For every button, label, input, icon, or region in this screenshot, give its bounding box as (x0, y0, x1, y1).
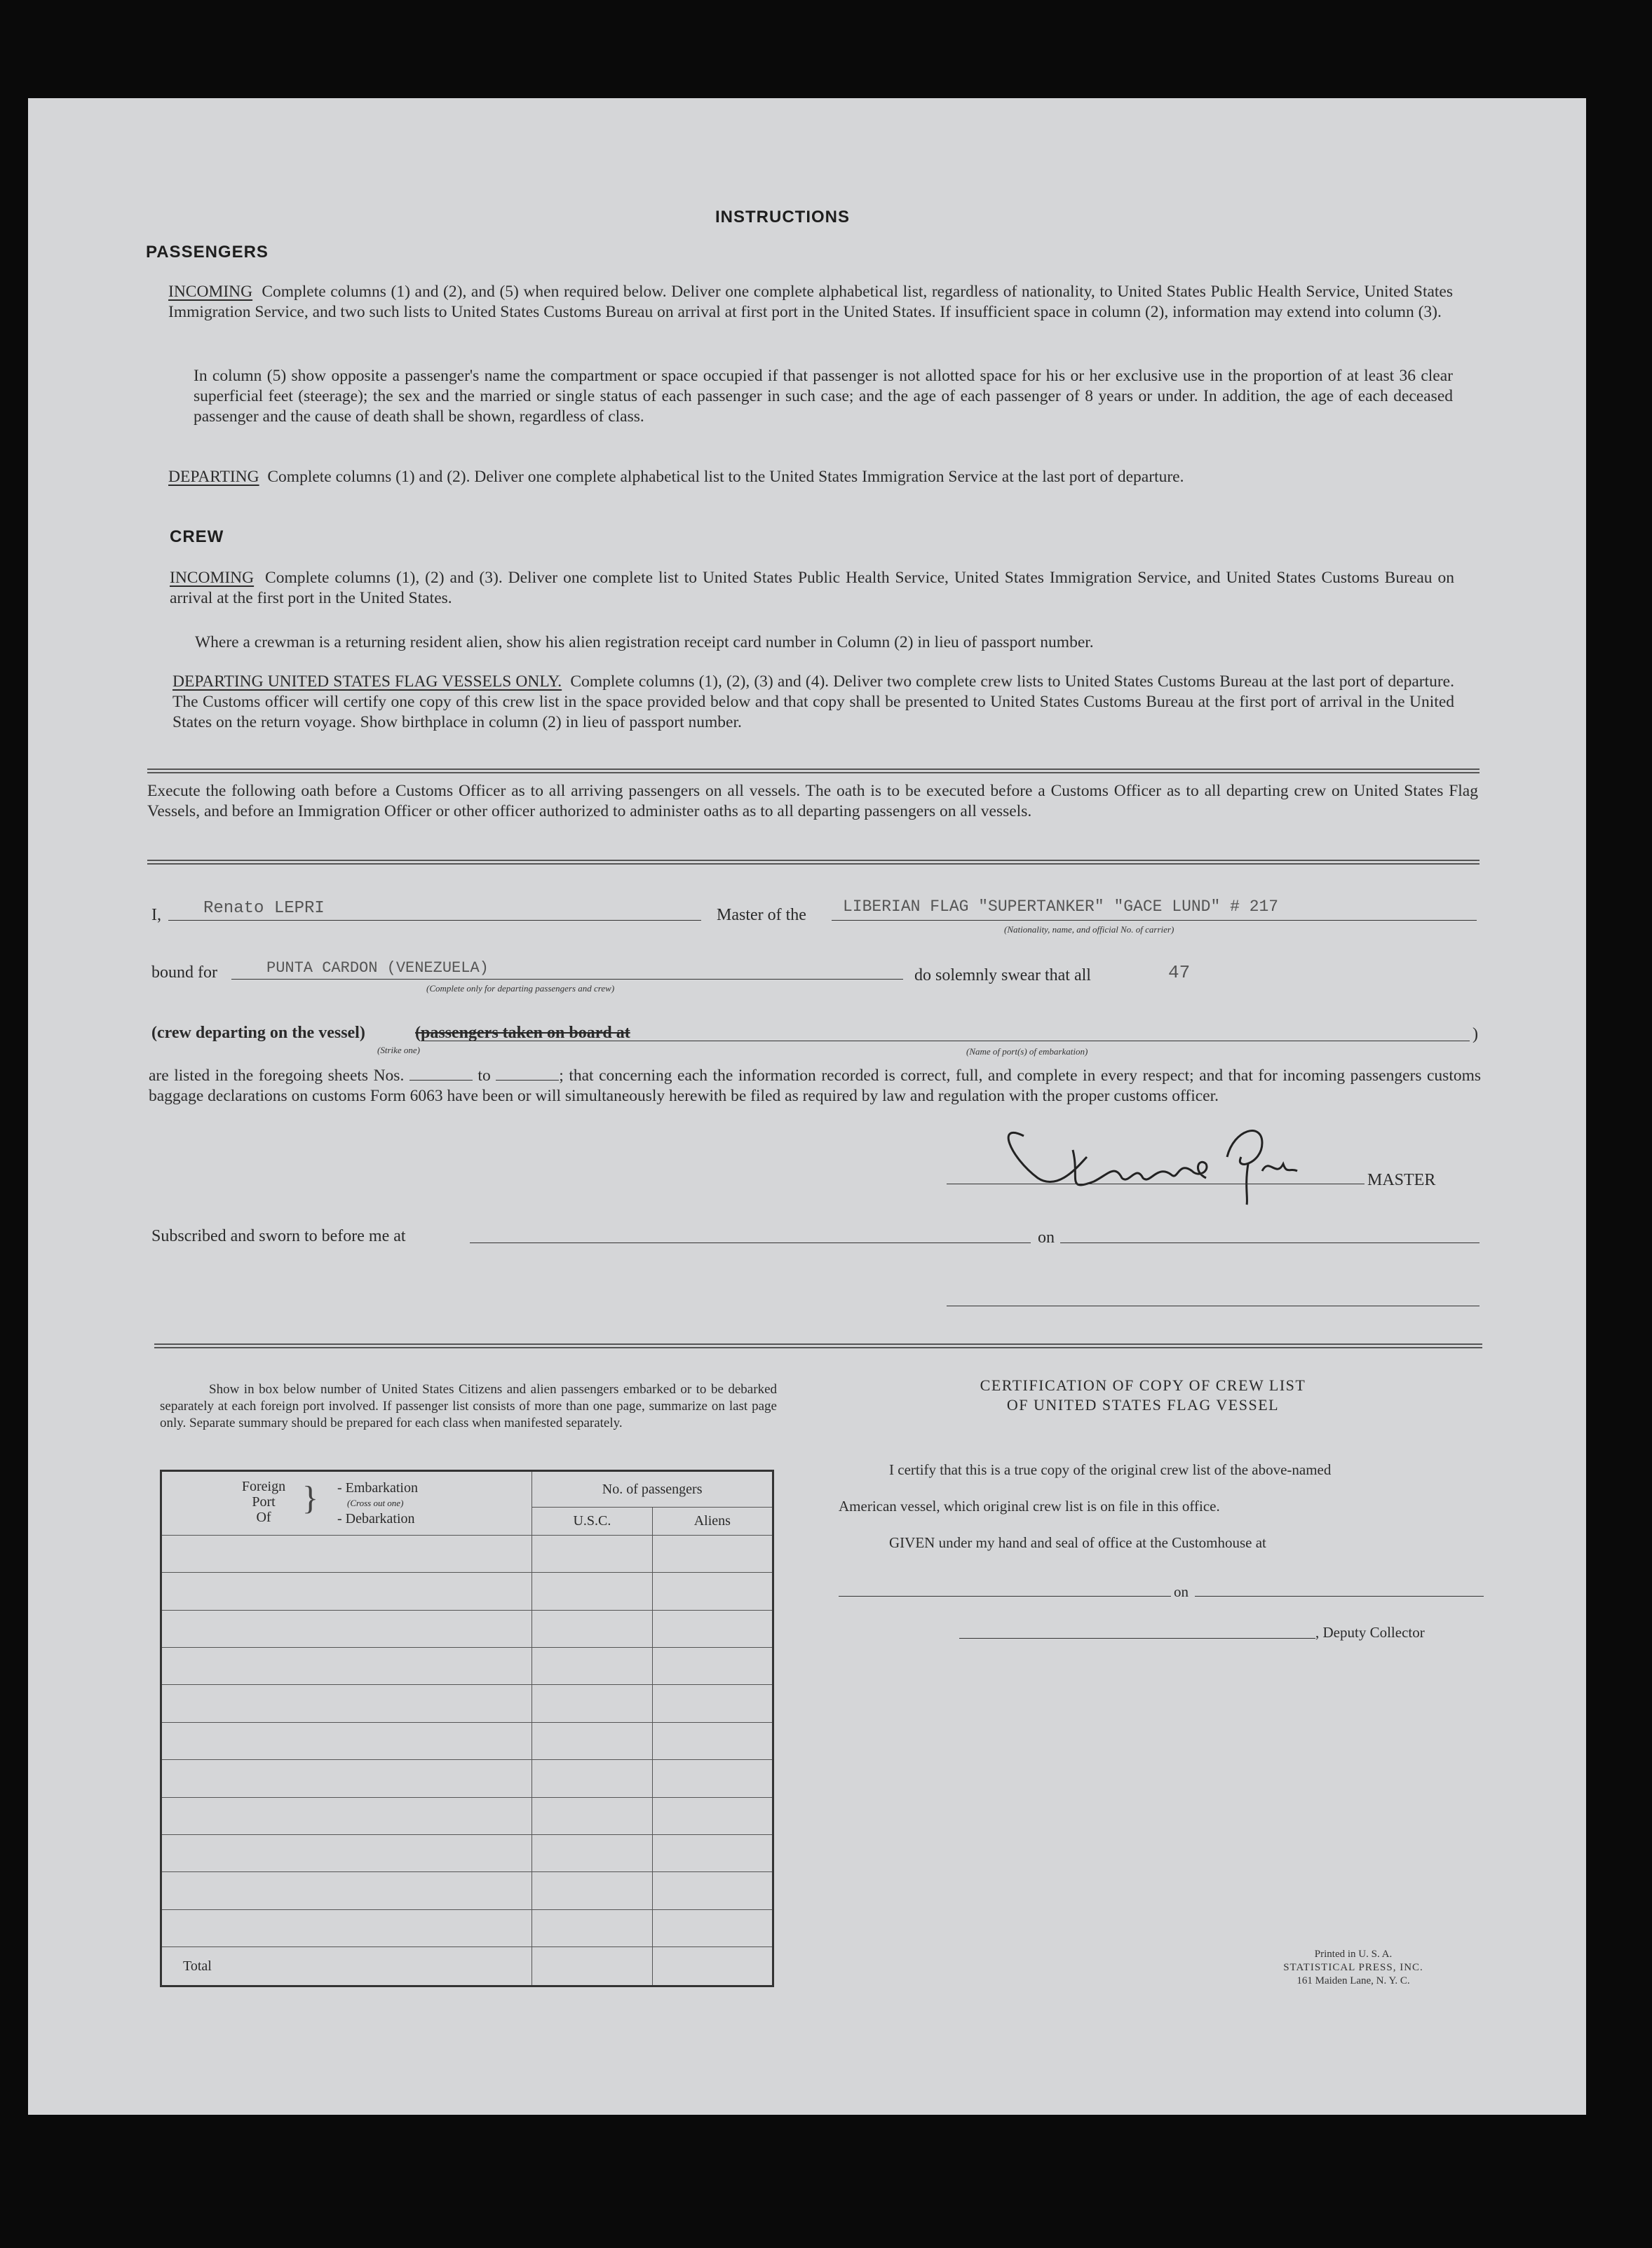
port-cell[interactable] (161, 1685, 532, 1722)
divider-bottom (154, 1343, 1482, 1348)
crew-incoming-label: INCOMING (170, 569, 255, 587)
vessel-line (832, 920, 1477, 921)
brace-icon: } (302, 1480, 319, 1517)
passengers-incoming-paragraph (168, 282, 1453, 323)
usc-cell[interactable] (532, 1797, 652, 1834)
usc-cell[interactable] (532, 1872, 652, 1909)
departing-label: DEPARTING (168, 468, 259, 486)
crew-departing-paragraph (172, 672, 1454, 733)
total-aliens-cell[interactable] (652, 1947, 773, 1986)
usc-cell[interactable] (532, 1909, 652, 1946)
master-name-line (168, 920, 701, 921)
incoming-label: INCOMING (168, 283, 253, 301)
crew-departing-text: Complete columns (1), (2), (3) and (4). Deliver two complete crew lists to United States Customs Bureau at the last port of departure. The Customs officer will certify one copy of this crew list in the space provided below and that copy shall be presented to United States Customs Bureau at the first port of arrival in the United States on the return voyage. Show birthplace in column (2) in lieu of passport number. (172, 672, 1454, 731)
port-cell[interactable] (161, 1760, 532, 1797)
aliens-cell[interactable] (652, 1536, 773, 1573)
vessel-caption: (Nationality, name, and official No. of carrier) (1004, 924, 1174, 935)
certification-title: CERTIFICATION OF COPY OF CREW LIST OF UNITED STATES FLAG VESSEL (980, 1376, 1306, 1414)
crew-incoming-text: Complete columns (1), (2) and (3). Deliver one complete list to United States Public Health Service, United States Immigration Service, and United States Customs Bureau on arrival at the first port in the United States. (170, 569, 1455, 607)
aliens-header: Aliens (652, 1508, 773, 1536)
crew-returning-text: Where a crewman is a returning resident alien, show his alien registration receipt card number in Column (2) in lieu of passport number. (195, 633, 1094, 651)
embark-debark-options: - Embarkation (Cross out one) - Debarkation (337, 1480, 418, 1526)
master-name-field[interactable]: Renato LEPRI (203, 899, 325, 918)
passengers-heading: PASSENGERS (146, 243, 269, 262)
total-label: Total (161, 1947, 532, 1986)
given-text: GIVEN under my hand and seal of office at the Customhouse at (889, 1534, 1266, 1551)
destination-field[interactable]: PUNTA CARDON (VENEZUELA) (266, 959, 489, 977)
aliens-cell[interactable] (652, 1648, 773, 1685)
master-label: MASTER (1367, 1171, 1436, 1189)
vessel-field[interactable]: LIBERIAN FLAG "SUPERTANKER" "GACE LUND" # 217 (843, 898, 1279, 916)
sheets-to-field[interactable] (496, 1080, 559, 1081)
cert-date-line[interactable] (1195, 1596, 1484, 1597)
sheets-text: ; that concerning each the information recorded is correct, full, and complete in every respect; and that for incoming passengers customs baggage declarations on customs Form 6063 have been or will simultaneously herewith be filed as required by law and regulation with the proper customs officer. (149, 1067, 1482, 1105)
summary-instructions: Show in box below number of United States Citizens and alien passengers embarked or to be debarked separately at each foreign port involved. If passenger list consists of more than one page, summarize on last page only. Separate summary should be prepared for each class when manifested separately. (160, 1382, 777, 1430)
instructions-title: INSTRUCTIONS (715, 208, 850, 226)
bound-for-label: bound for (151, 963, 217, 982)
subscribed-label: Subscribed and sworn to before me at (151, 1227, 406, 1245)
port-cell[interactable] (161, 1536, 532, 1573)
aliens-cell[interactable] (652, 1722, 773, 1759)
usc-header: U.S.C. (532, 1508, 652, 1536)
foreign-port-of: Foreign Port Of (241, 1479, 286, 1525)
passengers-column5-paragraph (194, 366, 1453, 427)
divider-top (147, 768, 1480, 773)
aliens-cell[interactable] (652, 1797, 773, 1834)
certify-text: I certify that this is a true copy of the original crew list of the above-named (889, 1461, 1332, 1478)
printer-imprint: Printed in U. S. A. STATISTICAL PRESS, INC. 161 Maiden Lane, N. Y. C. (1283, 1949, 1423, 1986)
aliens-cell[interactable] (652, 1610, 773, 1647)
crew-heading: CREW (170, 527, 224, 546)
usc-cell[interactable] (532, 1760, 652, 1797)
port-cell[interactable] (161, 1722, 532, 1759)
total-usc-cell[interactable] (532, 1947, 652, 1986)
american-vessel-text: American vessel, which original crew list is on file in this office. (839, 1498, 1220, 1515)
aliens-cell[interactable] (652, 1685, 773, 1722)
aliens-cell[interactable] (652, 1760, 773, 1797)
port-cell[interactable] (161, 1834, 532, 1871)
crew-incoming-paragraph (170, 568, 1454, 609)
passenger-summary-table (160, 1470, 774, 1987)
divider-oath (147, 860, 1480, 865)
departing-flag-label: DEPARTING UNITED STATES FLAG VESSELS ONLY. (172, 672, 562, 691)
destination-line (231, 979, 903, 980)
port-cell[interactable] (161, 1610, 532, 1647)
customhouse-line[interactable] (839, 1596, 1171, 1597)
usc-cell[interactable] (532, 1573, 652, 1610)
count-field[interactable]: 47 (1168, 962, 1191, 983)
sheets-label: are listed in the foregoing sheets Nos. (149, 1067, 405, 1085)
master-of-label: Master of the (717, 906, 806, 924)
usc-cell[interactable] (532, 1648, 652, 1685)
master-signature (968, 1115, 1332, 1206)
deputy-collector-label: , Deputy Collector (1315, 1624, 1425, 1641)
crew-returning-paragraph (195, 632, 1454, 653)
subscribed-on-label: on (1038, 1228, 1055, 1247)
aliens-cell[interactable] (652, 1834, 773, 1871)
passengers-column5-text: In column (5) show opposite a passenger's name the compartment or space occupied if that passenger is not allotted space for his or her exclusive use in the proportion of at least 36 clear superficial feet (steerage); the sex and the married or single status of each passenger in such case; and the age of each passenger of 8 years or under. In addition, the age of each deceased passenger and the cause of death shall be shown, regardless of class. (194, 367, 1453, 426)
usc-cell[interactable] (532, 1610, 652, 1647)
strike-one-caption: (Strike one) (377, 1045, 421, 1055)
aliens-cell[interactable] (652, 1573, 773, 1610)
ports-close-paren: ) (1472, 1025, 1478, 1043)
cert-on-label: on (1174, 1583, 1189, 1600)
passengers-incoming-text: Complete columns (1) and (2), and (5) when required below. Deliver one complete alphabetical list, regardless of nationality, to United States Public Health Service, United States Immigration Service, and two such lists to United States Customs Bureau on arrival at first port in the United States. If insufficient space in column (2), information may extend into column (3). (168, 283, 1454, 321)
oath-intro: Execute the following oath before a Customs Officer as to all arriving passengers on all vessels. The oath is to be executed before a Customs Officer as to all departing crew on United States Flag Vessels, and before an Immigration Officer or other officer authorized to administer oaths as to all departing passengers on all vessels. (147, 782, 1478, 820)
aliens-cell[interactable] (652, 1909, 773, 1946)
passengers-taken-option: (passengers taken on board at (415, 1024, 630, 1042)
to-label: to (478, 1067, 491, 1085)
usc-cell[interactable] (532, 1722, 652, 1759)
usc-cell[interactable] (532, 1536, 652, 1573)
passengers-departing-paragraph (168, 467, 1453, 487)
port-header-cell (161, 1471, 532, 1536)
port-cell[interactable] (161, 1648, 532, 1685)
passengers-departing-text: Complete columns (1) and (2). Deliver one complete alphabetical list to the United States Immigration Service at the last port of departure. (267, 468, 1184, 486)
destination-caption: (Complete only for departing passengers and crew) (426, 983, 615, 994)
port-cell[interactable] (161, 1909, 532, 1946)
usc-cell[interactable] (532, 1685, 652, 1722)
sheets-paragraph (149, 1066, 1481, 1106)
deputy-signature-line[interactable] (959, 1638, 1315, 1639)
port-cell[interactable] (161, 1797, 532, 1834)
ports-caption: (Name of port(s) of embarkation) (966, 1046, 1088, 1057)
no-passengers-header: No. of passengers (532, 1471, 773, 1508)
port-cell[interactable] (161, 1573, 532, 1610)
swear-label: do solemnly swear that all (914, 966, 1091, 984)
sheets-from-field[interactable] (409, 1080, 473, 1081)
crew-departing-option: (crew departing on the vessel) (151, 1024, 365, 1042)
port-cell[interactable] (161, 1872, 532, 1909)
oath-i-label: I, (151, 906, 161, 924)
aliens-cell[interactable] (652, 1872, 773, 1909)
form-sheet (28, 98, 1586, 2115)
usc-cell[interactable] (532, 1834, 652, 1871)
